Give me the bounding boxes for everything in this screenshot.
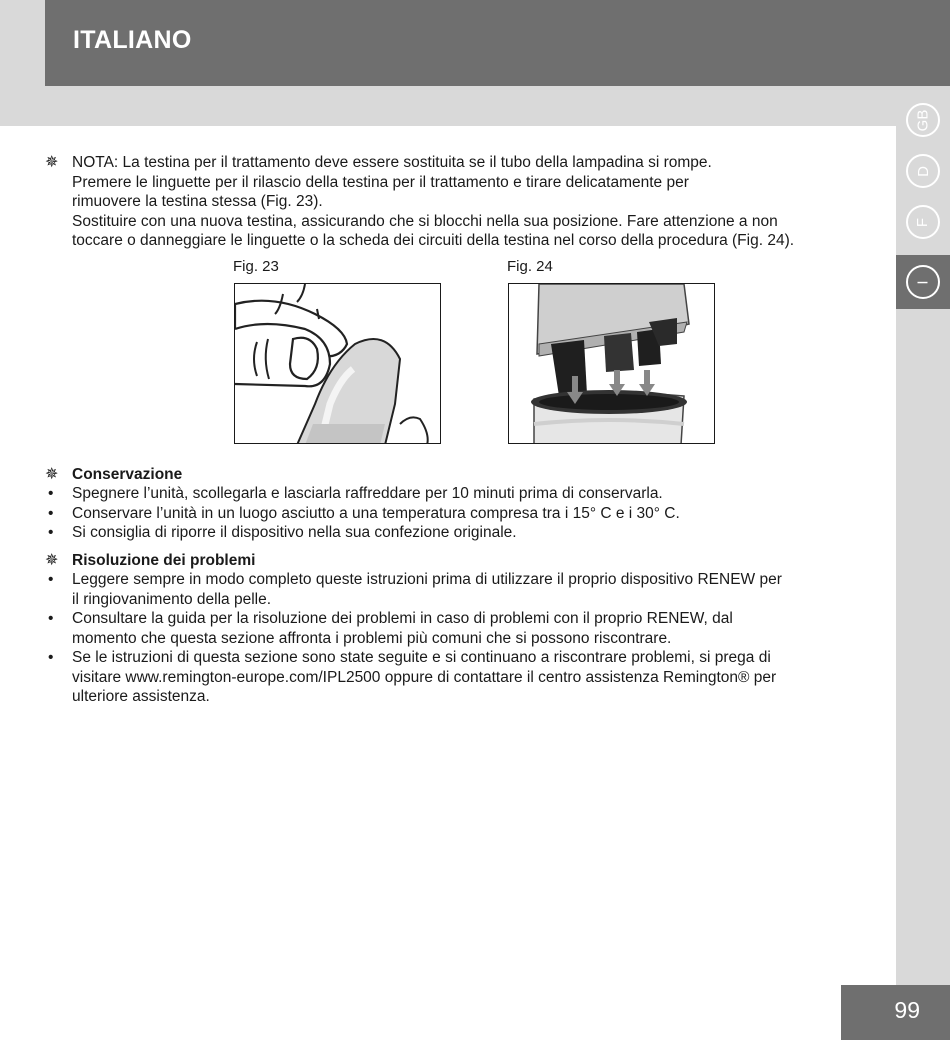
lang-circle <box>906 265 940 299</box>
lang-tab-i[interactable] <box>896 255 950 309</box>
page-number-box <box>841 985 950 1040</box>
bullet-icon: • <box>48 649 54 666</box>
storage-item: Conservare l’unità in un luogo asciutto a una temperatura compresa tra i 15° C e i 30° C. <box>72 504 680 522</box>
trouble-line: visitare www.remington-europe.com/IPL2500 oppure di contattare il centro assistenza Remington® per <box>72 668 777 686</box>
storage-item: Spegnere l’unità, scollegarla e lasciarla raffreddare per 10 minuti prima di conservarla. <box>72 485 663 502</box>
page-number: 99 <box>894 997 920 1023</box>
lang-circle <box>906 205 940 239</box>
fig-23-illustration <box>234 283 441 444</box>
list-item <box>45 648 895 707</box>
bullet-icon: • <box>48 524 54 541</box>
bullet-icon: • <box>48 504 54 522</box>
language-title: ITALIANO <box>73 26 192 54</box>
list-item <box>45 570 895 609</box>
trouble-line: Consultare la guida per la risoluzione dei problemi in caso di problemi con il proprio RENEW, dal <box>72 610 733 627</box>
star-icon: ✵ <box>45 551 59 569</box>
fig-24-illustration <box>508 283 715 444</box>
note-line: rimuovere la testina stessa (Fig. 23). <box>72 193 323 210</box>
list-item <box>45 609 895 648</box>
list-item <box>45 484 895 504</box>
note-line: toccare o danneggiare le linguette o la scheda dei circuiti della testina nel corso della procedura (Fig. 24). <box>72 232 795 249</box>
note-line: Sostituire con una nuova testina, assicurando che si blocchi nella sua posizione. Fare attenzione a non <box>72 212 778 230</box>
lang-tab-d[interactable] <box>896 144 950 198</box>
troubleshooting-heading-row <box>45 551 895 571</box>
lang-tab-f[interactable] <box>896 195 950 249</box>
lang-circle <box>906 103 940 137</box>
fig-24-label: Fig. 24 <box>507 257 553 275</box>
figures-row <box>45 251 895 465</box>
bullet-icon: • <box>48 485 54 502</box>
star-icon: ✵ <box>45 154 59 171</box>
fig-23-label: Fig. 23 <box>233 257 279 275</box>
trouble-line: momento che questa sezione affronta i problemi più comuni che si possono riscontrare. <box>72 629 672 647</box>
trouble-line: Leggere sempre in modo completo queste istruzioni prima di utilizzare il proprio dispositivo RENEW per <box>72 571 782 588</box>
trouble-line: il ringiovanimento della pelle. <box>72 590 272 608</box>
page-header <box>45 0 950 86</box>
bullet-icon: • <box>48 571 54 588</box>
star-icon: ✵ <box>45 465 59 483</box>
storage-heading: Conservazione <box>72 465 183 483</box>
lang-code: D <box>914 165 932 177</box>
bullet-icon: • <box>48 610 54 627</box>
note-block <box>45 153 895 251</box>
trouble-line: Se le istruzioni di questa sezione sono state seguite e si continuano a riscontrare problemi, si prega di <box>72 649 771 666</box>
list-item <box>45 504 895 524</box>
troubleshooting-heading: Risoluzione dei problemi <box>72 551 256 569</box>
lang-tab-gb[interactable] <box>896 93 950 147</box>
main-content <box>45 153 895 707</box>
lang-code: GB <box>914 109 932 131</box>
lang-code: I <box>914 279 932 285</box>
lang-code: F <box>914 217 932 227</box>
note-line: Premere le linguette per il rilascio della testina per il trattamento e tirare delicatamente per <box>72 173 689 191</box>
trouble-line: ulteriore assistenza. <box>72 688 210 705</box>
lang-circle <box>906 154 940 188</box>
storage-item: Si consiglia di riporre il dispositivo nella sua confezione originale. <box>72 524 517 541</box>
list-item <box>45 523 895 543</box>
note-line: NOTA: La testina per il trattamento deve essere sostituita se il tubo della lampadina si rompe. <box>72 154 712 171</box>
storage-heading-row <box>45 465 895 485</box>
